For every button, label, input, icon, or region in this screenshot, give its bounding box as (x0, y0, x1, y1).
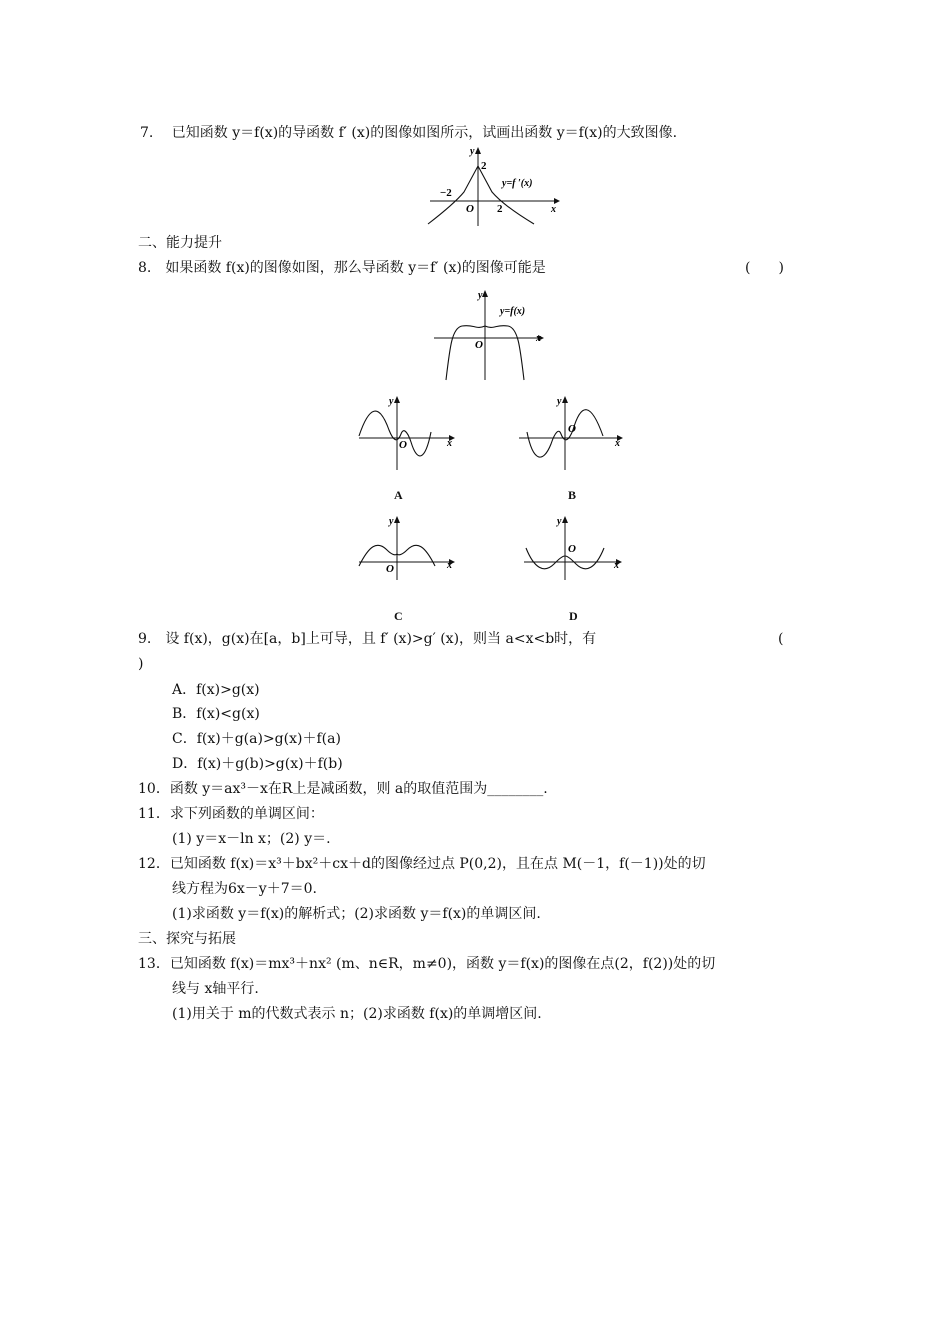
q7-origin: O (466, 203, 474, 215)
q8-option-d-label: D (569, 609, 578, 623)
svg-text:x: x (614, 560, 619, 571)
q8-main-graph (430, 286, 550, 382)
svg-text:y: y (389, 516, 394, 527)
svg-text:x: x (615, 438, 620, 449)
q8-option-a-graph (355, 392, 465, 472)
q7-curve-label: y=f ′(x) (502, 178, 533, 189)
q7-x-label: x (551, 204, 556, 215)
svg-text:x: x (447, 438, 452, 449)
svg-text:x: x (447, 560, 452, 571)
q9-text: 9. 设 f(x)，g(x)在[a，b]上可导，且 f′ (x)>g′ (x)，则当 a<x<b时，有 (138, 631, 597, 647)
q8-main-y-label: y (478, 290, 483, 301)
q9-choice-b: B．f(x)<g(x) (172, 706, 260, 722)
q8-text: 8. 如果函数 f(x)的图像如图，那么导函数 y＝f′ (x)的图像可能是 (138, 260, 546, 276)
q10-text: 10．函数 y＝ax³－x在R上是减函数，则 a的取值范围为________. (138, 781, 548, 797)
q8-option-c-label: C (394, 609, 403, 623)
q13-line1: 13．已知函数 f(x)＝mx³＋nx² (m、n∈R，m≠0)，函数 y＝f(x)的图像在点(2，f(2))处的切 (138, 956, 716, 972)
q8-option-b-graph (515, 392, 630, 472)
q8-option-c-graph (355, 512, 465, 582)
q8-main-curve-label: y=f(x) (500, 306, 526, 317)
q8-main-origin: O (475, 339, 483, 351)
q7-derivative-graph (424, 144, 564, 228)
q7-y-arrow (475, 147, 481, 154)
svg-text:y: y (389, 396, 394, 407)
svg-text:O: O (386, 563, 394, 575)
svg-text:O: O (568, 543, 576, 555)
q13-line2: 线与 x轴平行. (172, 981, 259, 997)
q7-tick-neg2: −2 (440, 187, 452, 199)
q8-option-a-label: A (394, 488, 403, 502)
q12-line2: 线方程为6x－y＋7＝0. (172, 881, 317, 897)
q8-option-a-curve (359, 411, 431, 456)
q8-option-b-label: B (568, 488, 577, 502)
svg-text:y: y (557, 516, 562, 527)
q9-choice-d: D．f(x)＋g(b)>g(x)＋f(b) (172, 756, 343, 772)
q13-line3: (1)用关于 m的代数式表示 n；(2)求函数 f(x)的单调增区间. (172, 1006, 542, 1022)
q7-tick-y2: 2 (481, 160, 487, 172)
q9-choice-c: C．f(x)＋g(a)>g(x)＋f(a) (172, 731, 341, 747)
q7-tick-x2: 2 (497, 203, 503, 215)
q9-choice-a: A．f(x)>g(x) (172, 682, 260, 698)
q7-y-label: y (470, 146, 475, 157)
q9-paren-close: ) (138, 656, 144, 672)
q11-text: 11．求下列函数的单调区间： (138, 806, 324, 822)
q7-text: 7. 已知函数 y＝f(x)的导函数 f′ (x)的图像如图所示，试画出函数 y＝f(x)的大致图像. (140, 125, 678, 141)
q12-line3: (1)求函数 y＝f(x)的解析式；(2)求函数 y＝f(x)的单调区间. (172, 906, 541, 922)
q9-paren-open: ( (778, 631, 784, 647)
q8-main-x-label: x (536, 333, 541, 344)
svg-text:O: O (568, 423, 576, 435)
q11-sub: (1) y＝x－ln x；(2) y＝. (172, 831, 331, 847)
section2-heading: 二、能力提升 (138, 235, 222, 251)
svg-text:y: y (557, 396, 562, 407)
svg-text:O: O (399, 439, 407, 451)
q12-line1: 12．已知函数 f(x)＝x³＋bx²＋cx＋d的图像经过点 P(0,2)，且在点 M(－1，f(－1))处的切 (138, 856, 706, 872)
q8-answer-paren: ( ) (745, 260, 784, 276)
section3-heading: 三、探究与拓展 (138, 931, 236, 947)
q8-option-d-graph (520, 512, 630, 582)
